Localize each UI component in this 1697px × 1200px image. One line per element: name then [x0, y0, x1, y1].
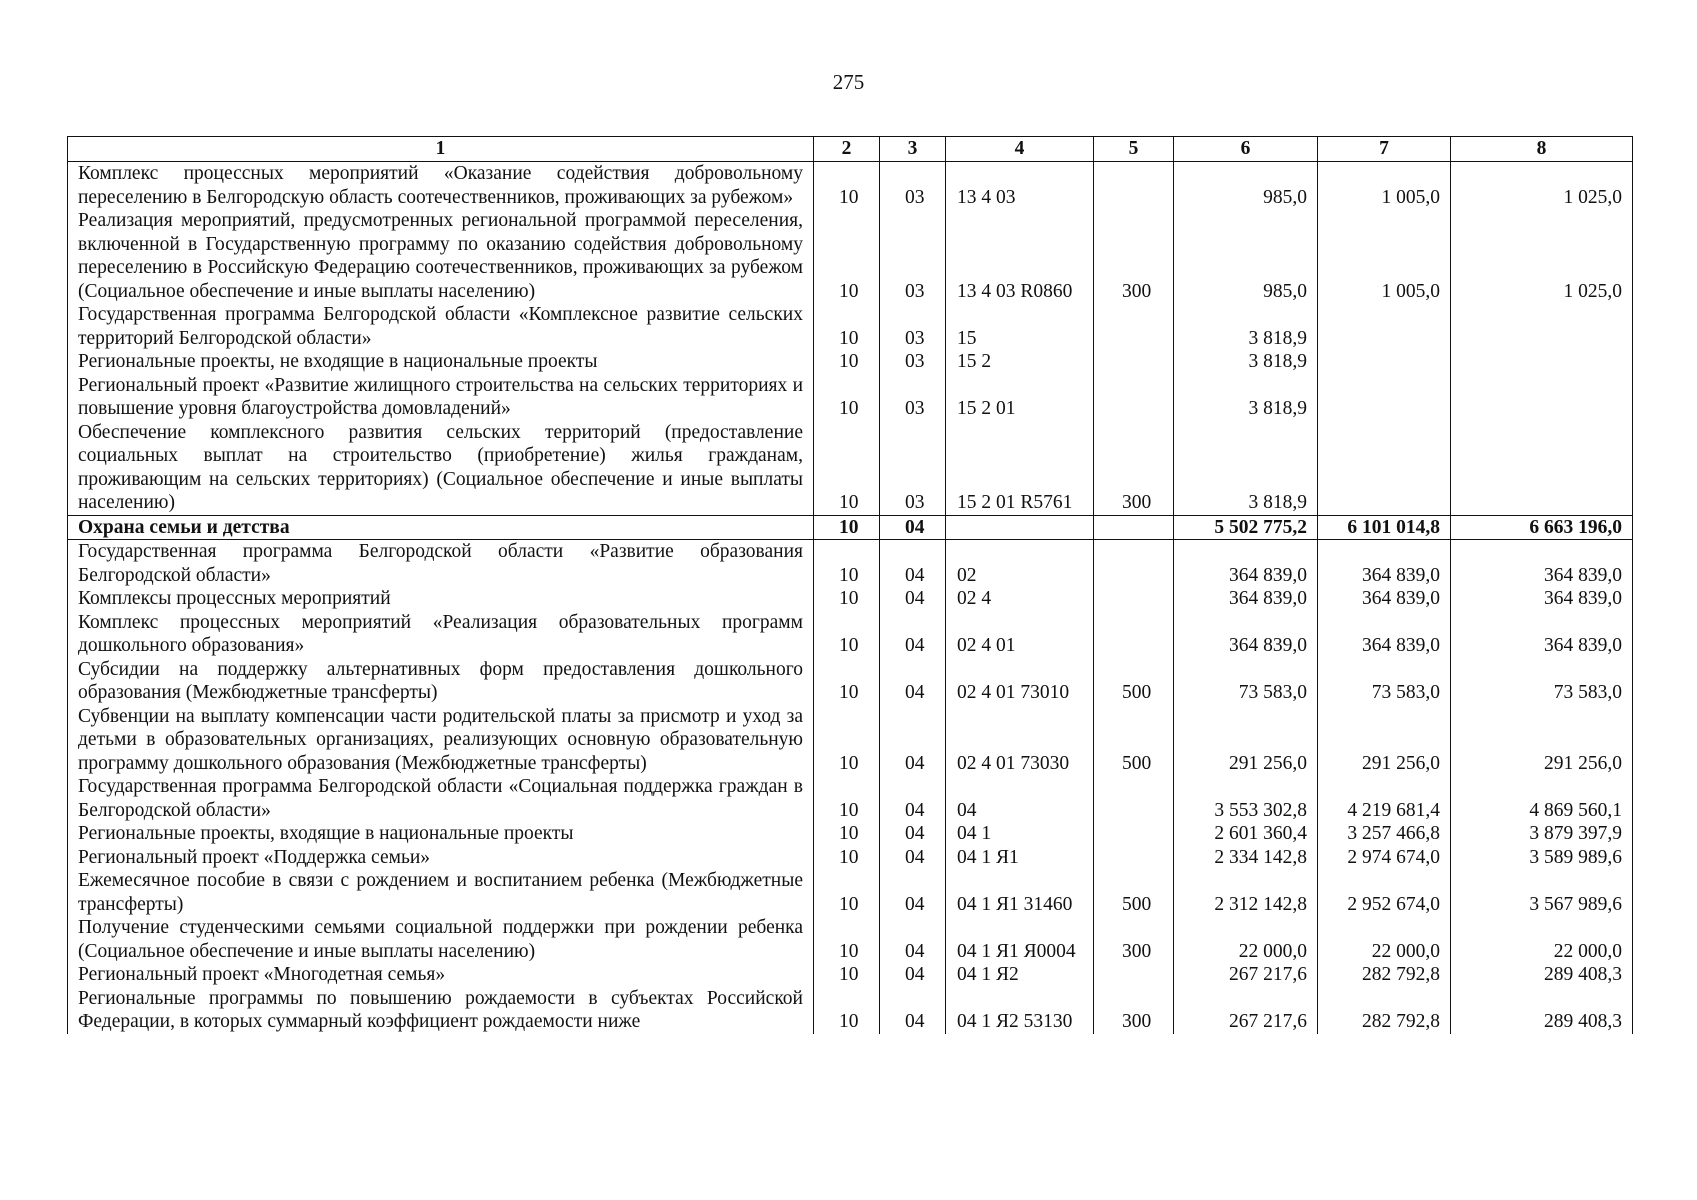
- amount-year2-cell: 282 792,8: [1318, 963, 1451, 987]
- column-header: 7: [1318, 137, 1451, 162]
- budget-table: [67, 136, 1633, 1034]
- expense-type-cell: [1094, 515, 1174, 540]
- row-name-cell: Комплекс процессных мероприятий «Оказание содействия добровольному переселению в Белгородскую область соотечественников, проживающих за рубежом»: [68, 162, 814, 210]
- subsection-code-cell: 04: [880, 658, 946, 705]
- row-name-cell: Государственная программа Белгородской области «Развитие образования Белгородской области»: [68, 540, 814, 588]
- amount-year2-cell: 1 005,0: [1318, 209, 1451, 303]
- table-row: [68, 775, 1633, 822]
- amount-year3-cell: 4 869 560,1: [1451, 775, 1633, 822]
- section-code-cell: 10: [814, 350, 880, 374]
- row-name-cell: Ежемесячное пособие в связи с рождением и воспитанием ребенка (Межбюджетные трансферты): [68, 869, 814, 916]
- amount-year1-cell: 364 839,0: [1174, 540, 1318, 588]
- subsection-code-cell: 03: [880, 162, 946, 210]
- expense-type-cell: 500: [1094, 705, 1174, 776]
- target-article-cell: 02 4 01: [946, 611, 1094, 658]
- subsection-code-cell: 04: [880, 515, 946, 540]
- amount-year3-cell: 1 025,0: [1451, 209, 1633, 303]
- amount-year2-cell: 291 256,0: [1318, 705, 1451, 776]
- amount-year1-cell: 364 839,0: [1174, 611, 1318, 658]
- subsection-code-cell: 03: [880, 350, 946, 374]
- section-code-cell: 10: [814, 658, 880, 705]
- subsection-code-cell: 04: [880, 775, 946, 822]
- table-header-row: [68, 137, 1633, 162]
- table-row: [68, 658, 1633, 705]
- target-article-cell: 04: [946, 775, 1094, 822]
- expense-type-cell: [1094, 822, 1174, 846]
- row-name-cell: Обеспечение комплексного развития сельских территорий (предоставление социальных выплат на строительство (приобретение) жилья гражданам, проживающим на сельских территориях) (Социальное обеспечение и иные выплаты населению): [68, 421, 814, 516]
- subsection-code-cell: 04: [880, 587, 946, 611]
- row-name-cell: Реализация мероприятий, предусмотренных региональной программой переселения, включенной в Государственную программу по оказанию содействия добровольному переселению в Российскую Федерацию соотечественников, проживающих за рубежом (Социальное обеспечение и иные выплаты населению): [68, 209, 814, 303]
- expense-type-cell: [1094, 350, 1174, 374]
- expense-type-cell: [1094, 374, 1174, 421]
- amount-year1-cell: 2 601 360,4: [1174, 822, 1318, 846]
- column-header: 5: [1094, 137, 1174, 162]
- table-row: [68, 705, 1633, 776]
- section-row: [68, 515, 1633, 540]
- column-header: 1: [68, 137, 814, 162]
- amount-year2-cell: 2 974 674,0: [1318, 846, 1451, 870]
- column-header: 4: [946, 137, 1094, 162]
- target-article-cell: 13 4 03: [946, 162, 1094, 210]
- table-row: [68, 209, 1633, 303]
- section-code-cell: 10: [814, 963, 880, 987]
- table-row: [68, 611, 1633, 658]
- section-code-cell: 10: [814, 421, 880, 516]
- table-row: [68, 350, 1633, 374]
- amount-year3-cell: 364 839,0: [1451, 540, 1633, 588]
- amount-year3-cell: 289 408,3: [1451, 987, 1633, 1034]
- expense-type-cell: 300: [1094, 209, 1174, 303]
- amount-year1-cell: 985,0: [1174, 162, 1318, 210]
- amount-year2-cell: 364 839,0: [1318, 587, 1451, 611]
- target-article-cell: [946, 515, 1094, 540]
- expense-type-cell: 300: [1094, 421, 1174, 516]
- subsection-code-cell: 04: [880, 822, 946, 846]
- row-name-cell: Субвенции на выплату компенсации части родительской платы за присмотр и уход за детьми в образовательных организациях, реализующих основную образовательную программу дошкольного образования (Межбюджетные трансферты): [68, 705, 814, 776]
- target-article-cell: 04 1 Я1 31460: [946, 869, 1094, 916]
- amount-year2-cell: [1318, 374, 1451, 421]
- subsection-code-cell: 03: [880, 303, 946, 350]
- amount-year3-cell: 1 025,0: [1451, 162, 1633, 210]
- amount-year1-cell: 3 818,9: [1174, 350, 1318, 374]
- expense-type-cell: [1094, 775, 1174, 822]
- amount-year2-cell: 6 101 014,8: [1318, 515, 1451, 540]
- amount-year1-cell: 364 839,0: [1174, 587, 1318, 611]
- amount-year3-cell: [1451, 374, 1633, 421]
- section-code-cell: 10: [814, 587, 880, 611]
- amount-year2-cell: 3 257 466,8: [1318, 822, 1451, 846]
- amount-year1-cell: 3 818,9: [1174, 421, 1318, 516]
- table-row: [68, 540, 1633, 588]
- expense-type-cell: [1094, 540, 1174, 588]
- target-article-cell: 04 1 Я2: [946, 963, 1094, 987]
- target-article-cell: 15: [946, 303, 1094, 350]
- amount-year3-cell: 3 589 989,6: [1451, 846, 1633, 870]
- row-name-cell: Охрана семьи и детства: [68, 515, 814, 540]
- amount-year3-cell: 289 408,3: [1451, 963, 1633, 987]
- expense-type-cell: [1094, 963, 1174, 987]
- target-article-cell: 13 4 03 R0860: [946, 209, 1094, 303]
- amount-year2-cell: [1318, 303, 1451, 350]
- row-name-cell: Комплексы процессных мероприятий: [68, 587, 814, 611]
- target-article-cell: 04 1 Я1 Я0004: [946, 916, 1094, 963]
- section-code-cell: 10: [814, 515, 880, 540]
- expense-type-cell: [1094, 587, 1174, 611]
- expense-type-cell: 500: [1094, 658, 1174, 705]
- table-row: [68, 421, 1633, 516]
- amount-year2-cell: 1 005,0: [1318, 162, 1451, 210]
- expense-type-cell: 300: [1094, 987, 1174, 1034]
- subsection-code-cell: 04: [880, 869, 946, 916]
- amount-year3-cell: [1451, 421, 1633, 516]
- table-body: [68, 162, 1633, 1034]
- section-code-cell: 10: [814, 540, 880, 588]
- table-row: [68, 916, 1633, 963]
- target-article-cell: 02 4 01 73010: [946, 658, 1094, 705]
- amount-year2-cell: 364 839,0: [1318, 611, 1451, 658]
- section-code-cell: 10: [814, 209, 880, 303]
- table-row: [68, 822, 1633, 846]
- row-name-cell: Государственная программа Белгородской области «Социальная поддержка граждан в Белгородской области»: [68, 775, 814, 822]
- table-row: [68, 587, 1633, 611]
- target-article-cell: 04 1 Я2 53130: [946, 987, 1094, 1034]
- row-name-cell: Субсидии на поддержку альтернативных форм предоставления дошкольного образования (Межбюджетные трансферты): [68, 658, 814, 705]
- amount-year3-cell: 364 839,0: [1451, 587, 1633, 611]
- row-name-cell: Региональные программы по повышению рождаемости в субъектах Российской Федерации, в которых суммарный коэффициент рождаемости ниже: [68, 987, 814, 1034]
- target-article-cell: 02: [946, 540, 1094, 588]
- amount-year3-cell: 3 879 397,9: [1451, 822, 1633, 846]
- section-code-cell: 10: [814, 162, 880, 210]
- amount-year2-cell: [1318, 350, 1451, 374]
- column-header: 8: [1451, 137, 1633, 162]
- amount-year1-cell: 267 217,6: [1174, 963, 1318, 987]
- expense-type-cell: [1094, 162, 1174, 210]
- target-article-cell: 15 2: [946, 350, 1094, 374]
- row-name-cell: Государственная программа Белгородской области «Комплексное развитие сельских территорий Белгородской области»: [68, 303, 814, 350]
- subsection-code-cell: 04: [880, 963, 946, 987]
- section-code-cell: 10: [814, 705, 880, 776]
- section-code-cell: 10: [814, 916, 880, 963]
- expense-type-cell: [1094, 611, 1174, 658]
- section-code-cell: 10: [814, 611, 880, 658]
- target-article-cell: 15 2 01 R5761: [946, 421, 1094, 516]
- section-code-cell: 10: [814, 869, 880, 916]
- amount-year3-cell: 364 839,0: [1451, 611, 1633, 658]
- amount-year1-cell: 2 334 142,8: [1174, 846, 1318, 870]
- amount-year2-cell: 364 839,0: [1318, 540, 1451, 588]
- amount-year2-cell: 282 792,8: [1318, 987, 1451, 1034]
- amount-year1-cell: 2 312 142,8: [1174, 869, 1318, 916]
- subsection-code-cell: 04: [880, 611, 946, 658]
- subsection-code-cell: 04: [880, 540, 946, 588]
- amount-year3-cell: 73 583,0: [1451, 658, 1633, 705]
- target-article-cell: 04 1 Я1: [946, 846, 1094, 870]
- amount-year1-cell: 3 553 302,8: [1174, 775, 1318, 822]
- table-row: [68, 303, 1633, 350]
- section-code-cell: 10: [814, 775, 880, 822]
- amount-year3-cell: 3 567 989,6: [1451, 869, 1633, 916]
- row-name-cell: Региональный проект «Поддержка семьи»: [68, 846, 814, 870]
- row-name-cell: Получение студенческими семьями социальной поддержки при рождении ребенка (Социальное обеспечение и иные выплаты населению): [68, 916, 814, 963]
- amount-year1-cell: 3 818,9: [1174, 303, 1318, 350]
- section-code-cell: 10: [814, 374, 880, 421]
- amount-year2-cell: 4 219 681,4: [1318, 775, 1451, 822]
- subsection-code-cell: 03: [880, 421, 946, 516]
- column-header: 3: [880, 137, 946, 162]
- section-code-cell: 10: [814, 987, 880, 1034]
- expense-type-cell: [1094, 303, 1174, 350]
- subsection-code-cell: 04: [880, 705, 946, 776]
- table-row: [68, 987, 1633, 1034]
- table-row: [68, 162, 1633, 210]
- column-header: 6: [1174, 137, 1318, 162]
- amount-year3-cell: [1451, 350, 1633, 374]
- amount-year1-cell: 291 256,0: [1174, 705, 1318, 776]
- column-header: 2: [814, 137, 880, 162]
- amount-year3-cell: 6 663 196,0: [1451, 515, 1633, 540]
- amount-year2-cell: 22 000,0: [1318, 916, 1451, 963]
- page-number: 275: [832, 70, 865, 94]
- table-row: [68, 869, 1633, 916]
- row-name-cell: Региональные проекты, входящие в национальные проекты: [68, 822, 814, 846]
- amount-year1-cell: 73 583,0: [1174, 658, 1318, 705]
- amount-year1-cell: 22 000,0: [1174, 916, 1318, 963]
- target-article-cell: 04 1: [946, 822, 1094, 846]
- amount-year3-cell: 22 000,0: [1451, 916, 1633, 963]
- table-row: [68, 374, 1633, 421]
- table-row: [68, 846, 1633, 870]
- amount-year1-cell: 5 502 775,2: [1174, 515, 1318, 540]
- amount-year2-cell: 2 952 674,0: [1318, 869, 1451, 916]
- row-name-cell: Комплекс процессных мероприятий «Реализация образовательных программ дошкольного образования»: [68, 611, 814, 658]
- amount-year2-cell: 73 583,0: [1318, 658, 1451, 705]
- expense-type-cell: 300: [1094, 916, 1174, 963]
- table-row: [68, 963, 1633, 987]
- subsection-code-cell: 04: [880, 916, 946, 963]
- subsection-code-cell: 03: [880, 209, 946, 303]
- expense-type-cell: [1094, 846, 1174, 870]
- expense-type-cell: 500: [1094, 869, 1174, 916]
- subsection-code-cell: 03: [880, 374, 946, 421]
- amount-year1-cell: 985,0: [1174, 209, 1318, 303]
- target-article-cell: 02 4 01 73030: [946, 705, 1094, 776]
- target-article-cell: 15 2 01: [946, 374, 1094, 421]
- amount-year3-cell: [1451, 303, 1633, 350]
- row-name-cell: Региональный проект «Многодетная семья»: [68, 963, 814, 987]
- section-code-cell: 10: [814, 303, 880, 350]
- amount-year1-cell: 267 217,6: [1174, 987, 1318, 1034]
- target-article-cell: 02 4: [946, 587, 1094, 611]
- row-name-cell: Региональные проекты, не входящие в национальные проекты: [68, 350, 814, 374]
- subsection-code-cell: 04: [880, 987, 946, 1034]
- section-code-cell: 10: [814, 846, 880, 870]
- amount-year3-cell: 291 256,0: [1451, 705, 1633, 776]
- subsection-code-cell: 04: [880, 846, 946, 870]
- row-name-cell: Региональный проект «Развитие жилищного строительства на сельских территориях и повышение уровня благоустройства домовладений»: [68, 374, 814, 421]
- amount-year1-cell: 3 818,9: [1174, 374, 1318, 421]
- amount-year2-cell: [1318, 421, 1451, 516]
- section-code-cell: 10: [814, 822, 880, 846]
